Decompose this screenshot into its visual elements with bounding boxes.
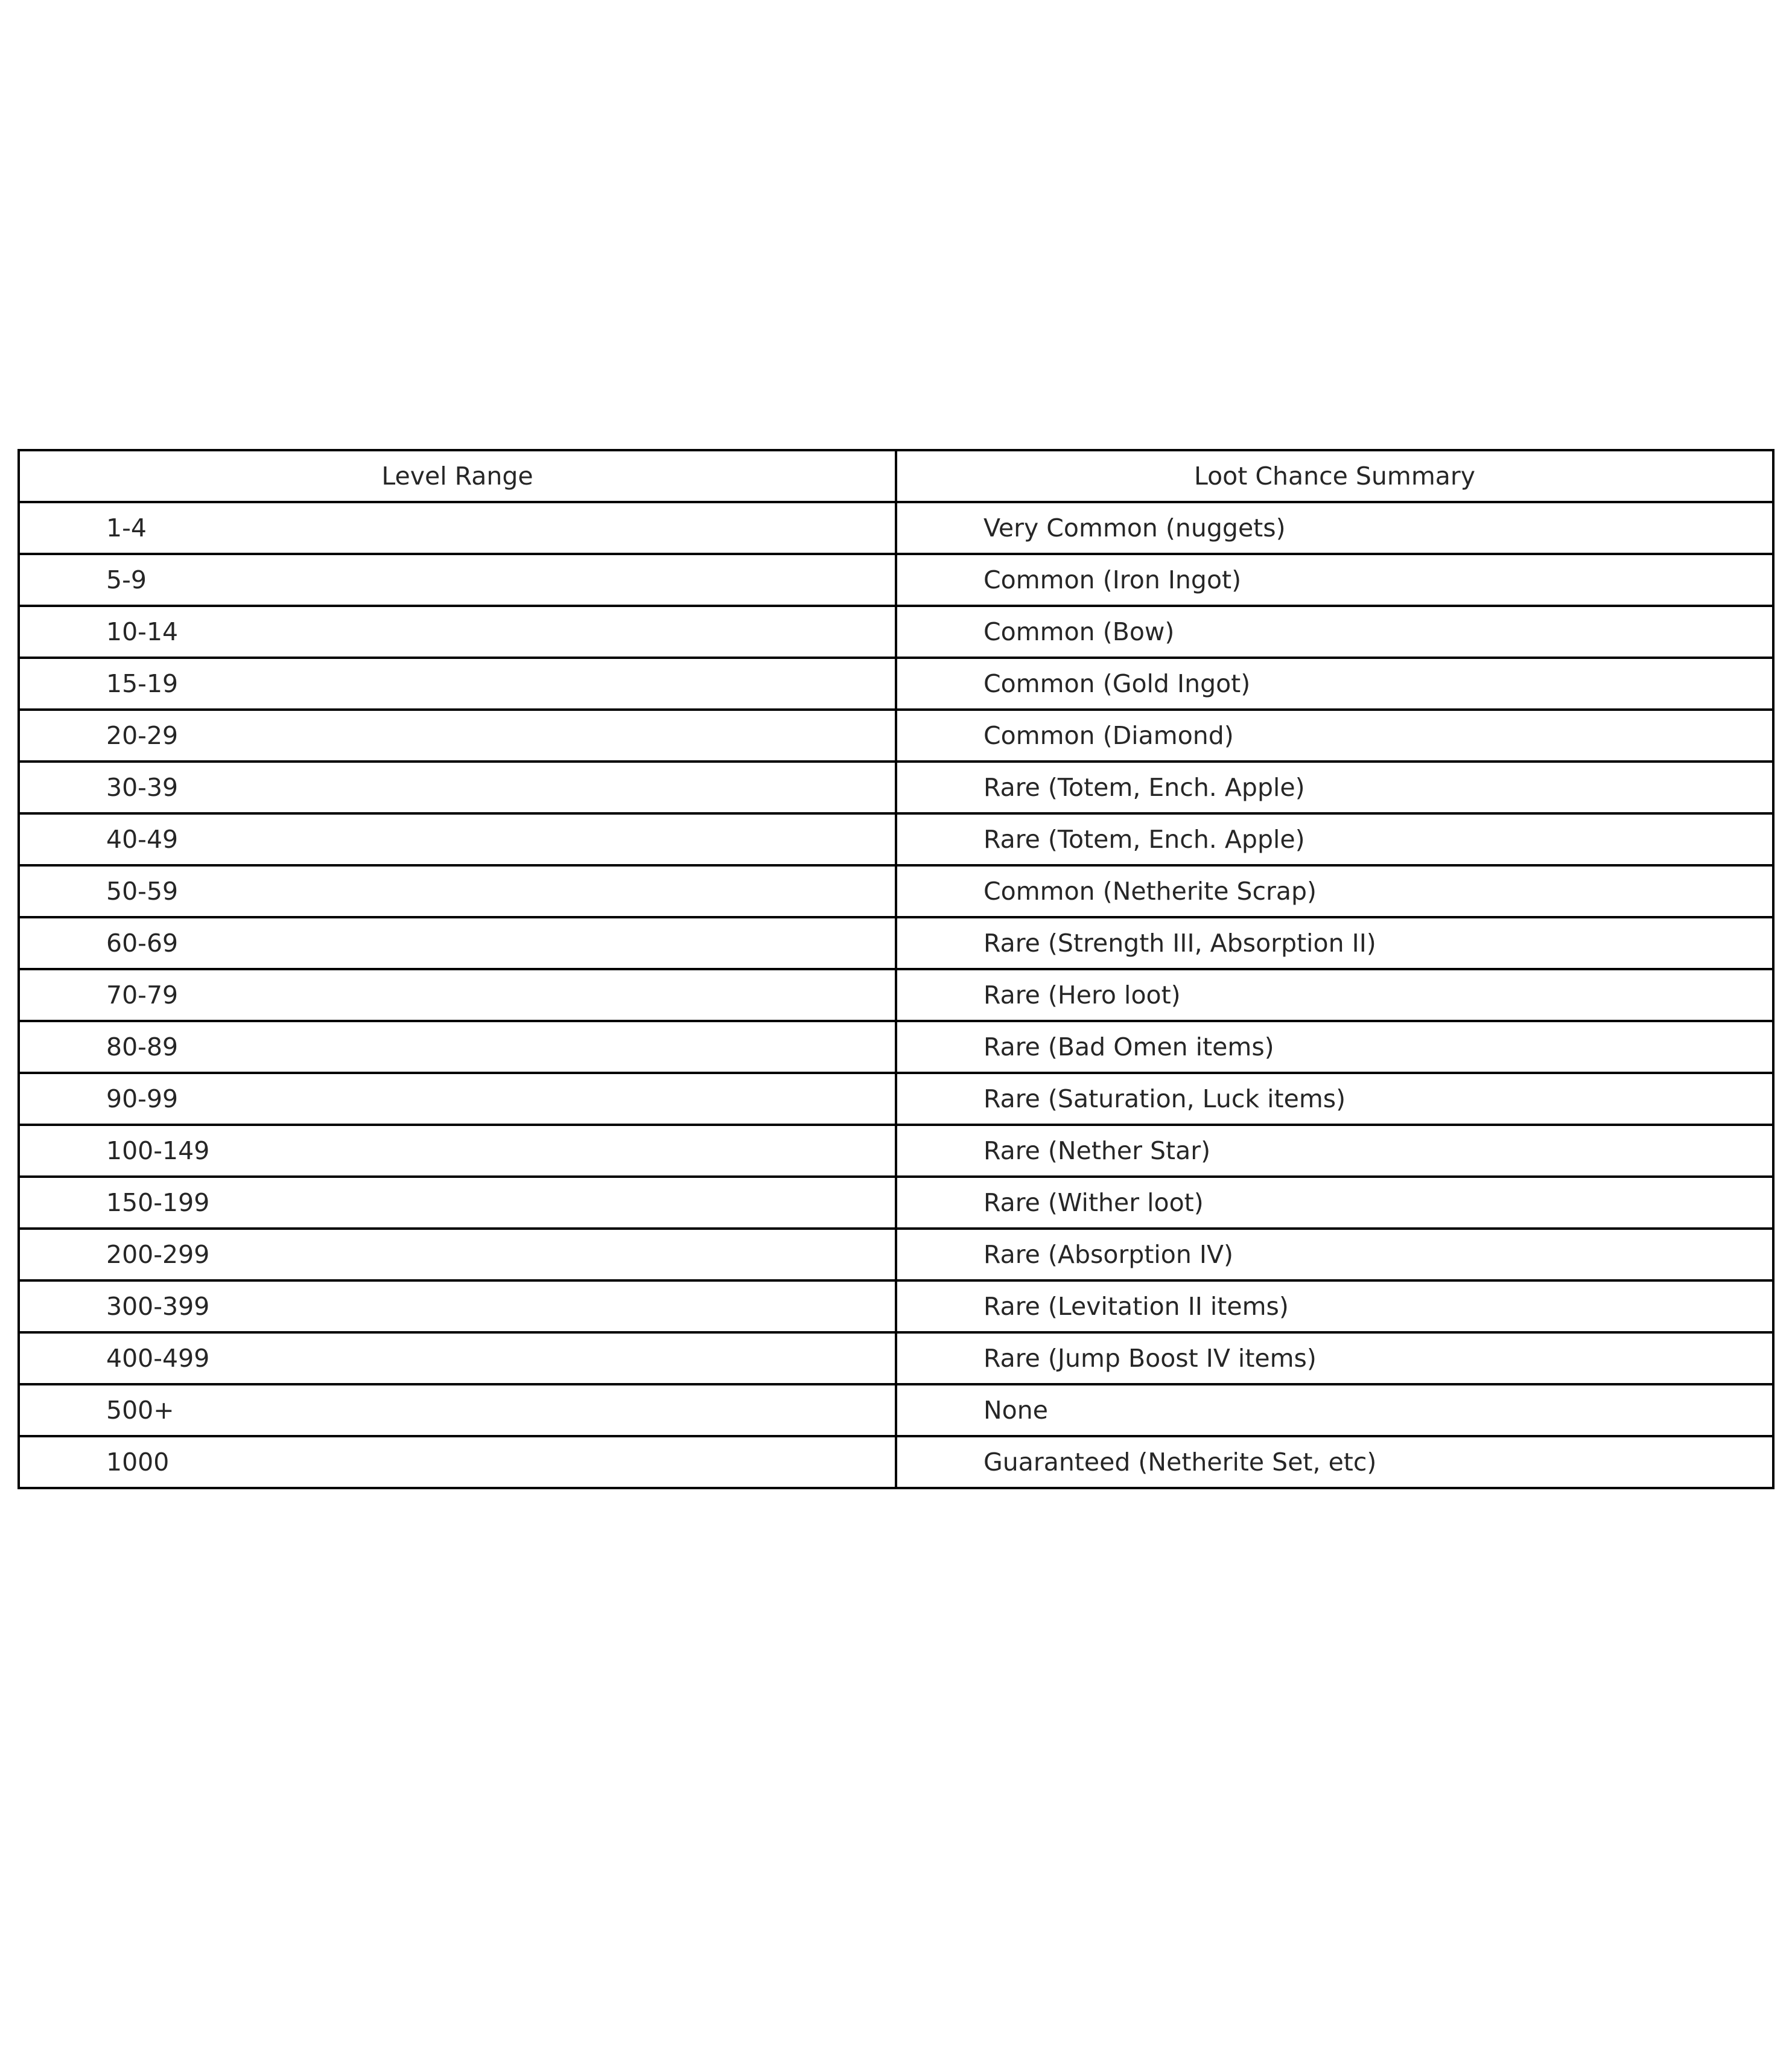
table-row	[19, 1280, 1773, 1332]
loot-chance-cell: Common (Diamond)	[896, 710, 1773, 762]
loot-chance-cell: Common (Netherite Scrap)	[896, 865, 1773, 917]
loot-chance-cell: None	[896, 1384, 1773, 1436]
level-range-cell: 10-14	[19, 606, 896, 658]
table-row	[19, 658, 1773, 710]
level-range-cell: 1-4	[19, 502, 896, 554]
level-range-cell: 200-299	[19, 1229, 896, 1280]
level-range-cell: 1000	[19, 1436, 896, 1488]
table-row	[19, 762, 1773, 813]
column-header-level-range: Level Range	[19, 450, 896, 502]
level-range-cell: 15-19	[19, 658, 896, 710]
level-range-cell: 50-59	[19, 865, 896, 917]
table-row	[19, 1332, 1773, 1384]
table-row	[19, 1125, 1773, 1177]
loot-chance-cell: Rare (Totem, Ench. Apple)	[896, 813, 1773, 865]
loot-chance-cell: Rare (Bad Omen items)	[896, 1021, 1773, 1073]
table-row	[19, 1177, 1773, 1229]
level-range-cell: 400-499	[19, 1332, 896, 1384]
loot-chance-cell: Rare (Hero loot)	[896, 969, 1773, 1021]
table-row	[19, 1073, 1773, 1125]
table-row	[19, 969, 1773, 1021]
level-range-cell: 30-39	[19, 762, 896, 813]
level-range-cell: 100-149	[19, 1125, 896, 1177]
loot-chance-cell: Rare (Absorption IV)	[896, 1229, 1773, 1280]
level-range-cell: 5-9	[19, 554, 896, 606]
loot-chance-cell: Rare (Nether Star)	[896, 1125, 1773, 1177]
loot-chance-cell: Rare (Jump Boost IV items)	[896, 1332, 1773, 1384]
loot-chance-cell: Rare (Saturation, Luck items)	[896, 1073, 1773, 1125]
table-row	[19, 606, 1773, 658]
level-range-cell: 70-79	[19, 969, 896, 1021]
table-row	[19, 813, 1773, 865]
level-range-cell: 150-199	[19, 1177, 896, 1229]
table-row	[19, 865, 1773, 917]
loot-table	[17, 449, 1775, 1489]
table-row	[19, 917, 1773, 969]
column-header-loot-chance-summary: Loot Chance Summary	[896, 450, 1773, 502]
loot-chance-cell: Common (Iron Ingot)	[896, 554, 1773, 606]
table-header-row	[19, 450, 1773, 502]
table-row	[19, 554, 1773, 606]
table-body	[19, 502, 1773, 1488]
table-row	[19, 710, 1773, 762]
loot-chance-cell: Very Common (nuggets)	[896, 502, 1773, 554]
loot-chance-cell: Rare (Levitation II items)	[896, 1280, 1773, 1332]
table-row	[19, 1384, 1773, 1436]
loot-chance-cell: Common (Gold Ingot)	[896, 658, 1773, 710]
loot-chance-cell: Common (Bow)	[896, 606, 1773, 658]
table-row	[19, 1436, 1773, 1488]
level-range-cell: 60-69	[19, 917, 896, 969]
table-row	[19, 502, 1773, 554]
level-range-cell: 90-99	[19, 1073, 896, 1125]
loot-chance-cell: Rare (Totem, Ench. Apple)	[896, 762, 1773, 813]
level-range-cell: 20-29	[19, 710, 896, 762]
loot-chance-cell: Rare (Strength III, Absorption II)	[896, 917, 1773, 969]
loot-chance-cell: Rare (Wither loot)	[896, 1177, 1773, 1229]
table-row	[19, 1229, 1773, 1280]
level-range-cell: 40-49	[19, 813, 896, 865]
level-range-cell: 500+	[19, 1384, 896, 1436]
table-row	[19, 1021, 1773, 1073]
level-range-cell: 80-89	[19, 1021, 896, 1073]
loot-chance-cell: Guaranteed (Netherite Set, etc)	[896, 1436, 1773, 1488]
level-range-cell: 300-399	[19, 1280, 896, 1332]
